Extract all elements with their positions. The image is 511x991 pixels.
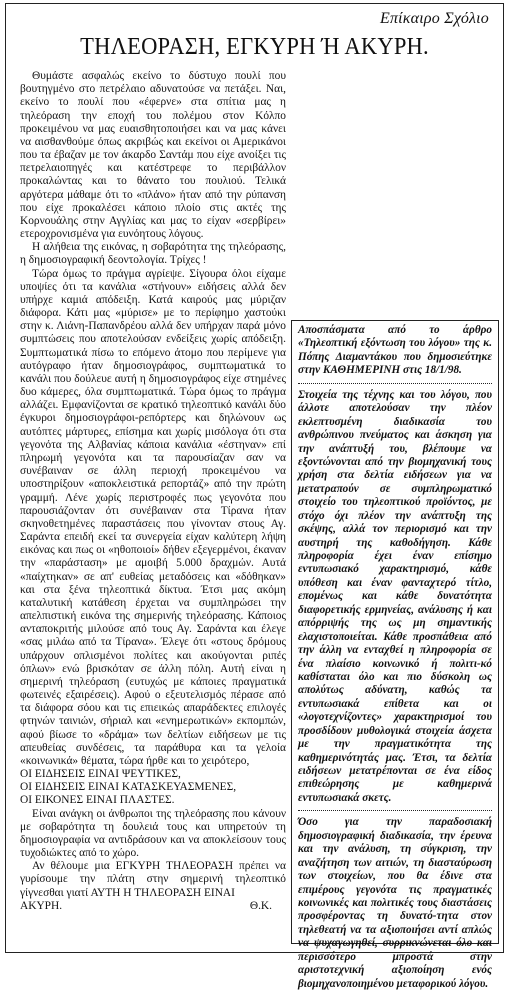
signature-line <box>20 900 286 913</box>
headline: ΤΗΛΕΟΡΑΣΗ, ΕΓΚΥΡΗ Ή ΑΚΥΡΗ. <box>80 34 429 60</box>
dotted-divider <box>298 810 492 811</box>
sidebar-paragraph: Στοιχεία της τέχνης και του λόγου, που άλλοτε αποτελούσαν την πλέον εκλεπτυσμένη διαδικασία του ανθρώπινου πνεύματος και άσκηση για την ανάπτυξή του, βλέπουμε να εξοντώνονται από την βιομηχανική τους χρήση στα δελτία ειδήσεων για να μετατραπούν σε συμπληρωματικό στοιχείο του τηλεοπτικού προϊόντος, με στόχο όχι πλέον την ανάπτυξη της σκέψης, αλλά τον περιορισμό και την αυστηρή της καθοδήγηση. Κάθε πληροφορία έχει έναν επίσημο εντυπωσιακό χαρακτηρισμό, κάθε υπόθεση και έναν φανταχτερό τίτλο, επομένως και κάθε δυνατότητα διαφορετικής ερμηνείας, ανάλυσης ή και απόρριψής της ως μη σημαντικής ελαχιστοποιείται. Κάθε προσπάθεια από την άλλη να ενταχθεί η πληροφορία σε ένα πλαίσιο κοινωνικό ή πολιτι-κό καθίσταται όλο και πιο δύσκολη ως απολύτως αδύνατη, καθώς τα εντυπωσιακά επίθετα και οι «λογοτεχνίζοντες» χαρακτηρισμοί του προσδίδουν μυθολογικά στοιχεία άσχετα με την πραγματικότητα της καθημερινότητάς μας. Έτσι, τα δελτία ειδήσεων μετατρέπονται σε ένα είδος επιθεώρησης με καθημερινά εντυπωσιακά σκετς. <box>298 388 492 804</box>
sidebar-intro: Αποσπάσματα από το άρθρο «Τηλεοπτική εξόντωση του λόγου» της κ. Πόπης Διαμαντάκου που δημοσιεύτηκε στην ΚΑΘΗΜΕΡΙΝΗ στις 18/1/98. <box>298 324 492 377</box>
main-article-column <box>20 70 286 946</box>
article-paragraph: Είναι ανάγκη οι άνθρωποι της τηλεόρασης που κάνουν με σοβαρότητα τη δουλειά τους και υπηρετούν τη δημοσιογραφία να αντιδράσουν και να αποκλείσουν τους τυχοδιώκτες από το χώρο. <box>20 807 286 860</box>
excerpt-sidebar <box>291 320 499 990</box>
article-paragraph: Θυμάστε ασφαλώς εκείνο το δύστυχο πουλί που βουτηγμένο στο πετρέλαιο αδυνατούσε να πετάξει. Ναι, εκείνο το πουλί που «έφερνε» στα σπίτια μας η τηλεόραση την εποχή του πολέμου στον Κόλπο προκειμένου να μας ευαισθητοποιήσει και να μας κάνει να αισθανθούμε όπως ακριβώς και εκείνοι οι Αμερικάνοι που τα έβαζαν με τον άκαρδο Σαντάμ που είχε ανοίξει τις πετρελαιοπηγές και κατέστρεφε το περιβάλλον προκαλώντας και το θάνατο του πουλιού. Τελικά αργότερα μάθαμε ότι το «πλάνο» ήταν από την ρύπανση που είχε προκαλέσει κάποιο πλοίο στις ακτές της Κορνουάλης στην Αγγλίας και μας το είχαν «σερβίρει» ετεροχρονισμένα για ευνόητους λόγους. <box>20 70 286 241</box>
author-signature: Θ.Κ. <box>249 899 272 912</box>
column-kicker: Επίκαιρο Σχόλιο <box>379 10 489 27</box>
clipping-frame <box>5 3 504 990</box>
article-paragraph: Η αλήθεια της εικόνας, η σοβαρότητα της τηλεόρασης, η δημοσιογραφική δεοντολογία. Τρίχες ! <box>20 241 286 267</box>
dotted-divider <box>298 383 492 384</box>
caps-line: ΟΙ ΕΙΔΗΣΕΙΣ ΕΙΝΑΙ ΚΑΤΑΣΚΕΥΑΣΜΕΝΕΣ, <box>20 781 237 794</box>
article-paragraph: Τώρα όμως το πράγμα αγρίεψε. Σίγουρα όλοι είχαμε υποψίες ότι τα κανάλια «στήνουν» ειδήσεις αλλά δεν υπήρχε καμιά απόδειξη. Κατά καιρούς μας μύριζαν διάφορα. Κάτι μας «μύρισε» με το περίφημο χαστούκι στην κ. Λιάνη-Παπανδρέου αλλά δεν υπήρχαν παρά μόνο συμπτώσεις που αποτελούσαν ενδείξεις χωρίς απόδειξη. Συμπτωματικά πίσω το επόμενο άτομο που περίμενε για αυτόγραφο ήταν δημοσιογράφος, συμπτωματικά το κανάλι που δούλευε αυτή η δημοσιογράφος είχε στημένες δυο κάμερες, όλα συμπτωματικά. Τώρα όμως το πράγμα αλλάζει. Εμφανίζονται σε κρατικό τηλεοπτικό κανάλι δύο έγκυροι δημοσιογράφοι-ρεπόρτερς και δηλώνουν ως αυτόπτες μάρτυρες, επίσημα και χωρίς μισόλογα ότι στα γεγονότα της Αλβανίας κάποια κανάλια «έστηναν» επί πληρωμή γεγονότα και τα παρουσίαζαν σαν να συνέβαιναν σε άλλη περιοχή προκειμένου να υποστηρίξουν «αποκλειστικά ρεπορτάζ» από την πρώτη γραμμή. Λένε χωρίς περιστροφές πως γεγονότα που παρουσιάζονταν ότι συνέβαιναν στα Τίρανα ήταν σκηνοθετημένες παραστάσεις που γίνονταν στους Αγ. Σαράντα επειδή εκεί τα συνεργεία είχαν καλύτερη λήψη εικόνας και πως οι «ηθοποιοί» δήθεν εξεγερμένοι, έκαναν την «παράσταση» με αμοιβή 5.000 δραχμών. Αυτά «παίχτηκαν» σε απ' ευθείας μεταδόσεις και «δόθηκαν» και στα ξένα τηλεοπτικά δίκτυα. Έτσι μας ακόμη καταλυτική κατάθεση έρχεται να συμπληρώσει την απελπιστική εικόνα της σημερινής τηλεόρασης. Κάποιος ανταποκριτής μιλούσε από τους Αγ. Σαράντα και έλεγε «σας μιλάω από τα Τίρανα». Έλεγε ότι «στους δρόμους υπάρχουν οπλισμένοι πολίτες και ακούγονται ριπές όπλων» ενώ βρισκόταν σε άλλη πόλη. Αυτή είναι η σημερινή τηλεόραση (ευτυχώς με κάποιες πραγματικά φωτεινές εξαιρέσεις). Αφού ο εξευτελισμός πέρασε από τα διάφορα σόου και τις επιεικώς απαράδεκτες επιλογές φτηνών ταινιών, σήριαλ και «ενημερωτικών» εκπομπών, αφού βίωσε το «δράμα» των δελτίων ειδήσεων με τις απευθείας συνδέσεις, τα παράθυρα και τα γελοία «κοινωνικά» θέματα, τώρα ήρθε και το χειρότερο, <box>20 267 286 767</box>
last-word: ΑΚΥΡΗ. <box>20 899 63 912</box>
caps-line: ΟΙ ΕΙΔΗΣΕΙΣ ΕΙΝΑΙ ΨΕΥΤΙΚΕΣ, <box>20 768 181 781</box>
caps-line: ΟΙ ΕΙΚΟΝΕΣ ΕΙΝΑΙ ΠΛΑΣΤΕΣ. <box>20 794 175 807</box>
article-paragraph: Αν θέλουμε μια ΕΓΚΥΡΗ ΤΗΛΕΟΡΑΣΗ πρέπει να γυρίσουμε την πλάτη στην σημερινή τηλεοπτικό γίγνεσθαι γιατί ΑΥΤΗ Η ΤΗΛΕΟΡΑΣΗ ΕΙΝΑΙ <box>20 860 286 899</box>
sidebar-paragraph: Όσο για την παραδοσιακή δημοσιογραφική διαδικασία, την έρευνα και την ανάλυση, τη σύγκριση, την αναζήτηση των αιτιών, τη διασταύρωση των στοιχείων, που θα έδινε στα επιμέρους γεγονότα τις πραγματικές κοινωνικές και πολιτικές τους διαστάσεις προσφέροντας τη δυνατό-τητα στον τηλεθεατή να τα αξιοποιήσει αντί απλώς να ψυχαγωγηθεί, συρρικνώνεται όλο και περισσότερο μπροστά στην αριστοτεχνική αξιοποίηση ενός βιομηχανοποιημένου μεταφορικού λόγου. <box>298 816 492 990</box>
caps-statement <box>20 768 286 808</box>
